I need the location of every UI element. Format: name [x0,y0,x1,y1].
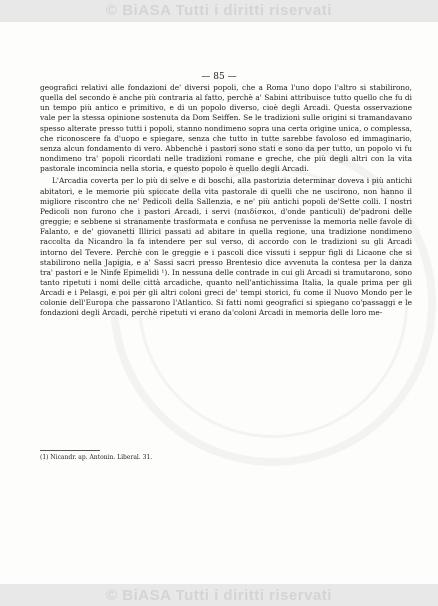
watermark-bottom: © BiASA Tutti i diritti riservati [106,587,332,604]
paragraph-1: geografici relativi alle fondazioni de' diversi popoli, che a Roma l'uno dopo l'altro si stabilirono, quella del secondo è anche più contraria al fatto, perchè a' Sabini attribuisce tutto quello che fu di un tempo più antico e primitivo, e di un popolo diverso, cioè degli Arcadi. Questa osservazione vale per la stessa opinione sostenuta da Dom Seiffen. Se le tradizioni sulle origini si tramandavano spesso alterate presso tutti i popoli, stanno nondimeno sopra una certa origine unica, o complessa, che riconoscere fa d'uopo e spiegare, senza che tutto in tutte sarebbe favoloso ed immaginario, senza alcun fondamento di vero. Abbenchè i pastori sono stati e sono da per tutto, un popolo vi fu nondimeno tra' popoli ricordati nelle tradizioni romane e greche, che più degli altri con la vita pastorale incomincia nella storia, e questo popolo è quello degli Arcadi. [40,83,412,174]
watermark-bar-top [0,0,438,22]
paragraph-2: L'Arcadia coverta per lo più di selve e di boschi, alla pastorizia determinar doveva i più antichi abitatori, e le memorie più spiccate della vita pastorale di quelli che ne uscirono, non hanno il migliore riscontro che ne' Pedicoli della Sallenzia, e ne' più antichi popoli de'Sette colli. I nostri Pedicoli non furono che i pastori Arcadi, i servi (παιδίσκοι, d'onde panticuli) de'padroni delle greggie; e sebbene si stranamente trasformata e confusa ne pervenisse la memoria nelle favole di Falanto, e de' giovanetti Illirici passati ad abitare in quella regione, una tradizione nondimeno raccolta da Nicandro la fa intendere per sul verso, di accordo con le tradizioni su gli Arcadi intorno del Tevere. Perchè con le greggie e i pascoli dice vissuti i seppur figli di Licaone che si stabilirono nella Japigia, e a' Sassi sacri presso Brentesio dice avvenuta la contesa per la danza tra' pastori e le Ninfe Epimelidi ¹). In nessuna delle contrade in cui gli Arcadi si tramutarono, sono tanto ripetuti i nomi delle città arcadiche, quanto nell'antichissima Italia, la quale prima per gli Arcadi e i Pelasgi, e poi per gli altri coloni greci de' tempi storici, fu come il Nuovo Mondo per le colonie dell'Europa che passarono l'Atlantico. Si fatti nomi geografici si spiegano co'passaggi e le fondazioni degli Arcadi, perchè ripetuti vi erano da'coloni Arcadi in memoria delle loro me- [40,176,412,318]
body-text [40,83,412,319]
watermark-bar-bottom [0,584,438,606]
footnote-divider [40,450,100,451]
footnote: (1) Nicandr. ap. Antonin. Liberal. 31. [40,454,153,461]
page-number: — 85 — [201,72,237,82]
watermark-top: © BiASA Tutti i diritti riservati [106,2,332,19]
